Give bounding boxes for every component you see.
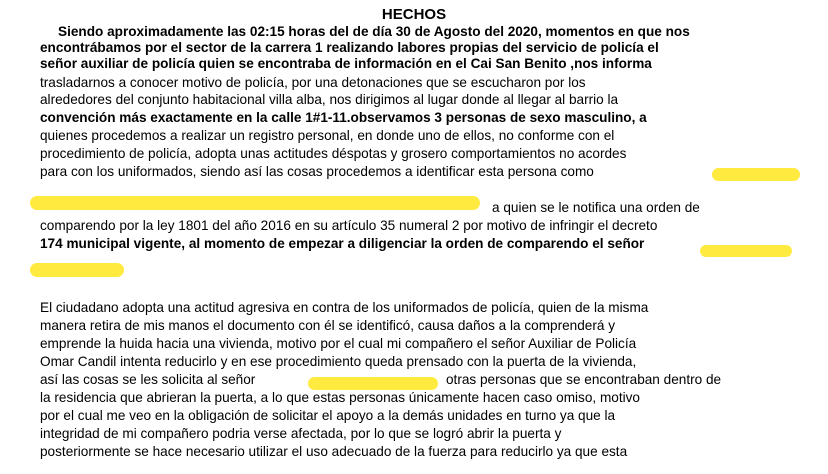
paragraph1-line-12: 174 municipal vigente, al momento de empezar a diligenciar la orden de comparendo el señor	[40, 236, 645, 251]
paragraph2-line-2: manera retira de mis manos el documento con él se identificó, causa daños a la comprenderá y	[40, 318, 616, 333]
paragraph1-line-1: Siendo aproximadamente las 02:15 horas del de día 30 de Agosto del 2020, momentos en que nos	[58, 24, 690, 39]
paragraph1-line-6: convención más exactamente en la calle 1#1-11.observamos 3 personas de sexo masculino, a	[40, 110, 647, 125]
redaction-highlight	[700, 245, 792, 257]
paragraph2-line-9: posteriormente se hace necesario utilizar el uso adecuado de la fuerza para reducirlo ya que esta	[40, 444, 628, 459]
paragraph1-line-3: señor auxiliar de policía quien se encontraba de información en el Cai San Benito ,nos informa	[40, 56, 652, 71]
paragraph2-line-7: por el cual me veo en la obligación de solicitar el apoyo a la demás unidades en turno ya que la	[40, 408, 616, 423]
paragraph1-line-8: procedimiento de policía, adopta unas actitudes déspotas y grosero comportamientos no acordes	[40, 146, 627, 161]
paragraph1-line-10: a quien se le notifica una orden de	[492, 200, 700, 215]
paragraph1-line-2: encontrábamos por el sector de la carrera 1 realizando labores propias del servicio de policía el	[40, 40, 659, 55]
paragraph1-line-9: para con los uniformados, siendo así las cosas procedemos a identificar esta persona como	[40, 164, 594, 179]
paragraph2-line-6: la residencia que abrieran la puerta, a lo que estas personas únicamente hacen caso omiso, motivo	[40, 390, 640, 405]
paragraph2-line-4: Omar Candil intenta reducirlo y en ese procedimiento queda prensado con la puerta de la vivienda,	[40, 354, 637, 369]
redaction-highlight	[308, 377, 438, 390]
paragraph2-line-5a: así las cosas se les solicita al señor	[40, 372, 256, 387]
paragraph1-line-11: comparendo por la ley 1801 del año 2016 en su artículo 35 numeral 2 por motivo de infringir el decreto	[40, 218, 658, 233]
redaction-highlight	[712, 168, 800, 181]
redaction-highlight	[30, 196, 480, 210]
paragraph2-line-5b: otras personas que se encontraban dentro de	[446, 372, 722, 387]
paragraph1-line-7: quienes procedemos a realizar un registro personal, en donde uno de ellos, no conforme con el	[40, 128, 615, 143]
paragraph1-line-5: alrededores del conjunto habitacional villa alba, nos dirigimos al lugar donde al llegar al barrio la	[40, 92, 619, 107]
paragraph2-line-1: El ciudadano adopta una actitud agresiva en contra de los uniformados de policía, quien de la misma	[40, 300, 649, 315]
redaction-highlight	[30, 263, 124, 277]
paragraph2-line-8: integridad de mi compañero podria verse afectada, por lo que se logró abrir la puerta y	[40, 426, 562, 441]
paragraph2-line-3: emprende la huida hacia una vivienda, motivo por el cual mi compañero el señor Auxiliar de Policía	[40, 336, 637, 351]
paragraph1-line-4: trasladarnos a conocer motivo de policía, por una detonaciones que se escucharon por los	[40, 75, 586, 90]
document-title: HECHOS	[381, 6, 447, 23]
